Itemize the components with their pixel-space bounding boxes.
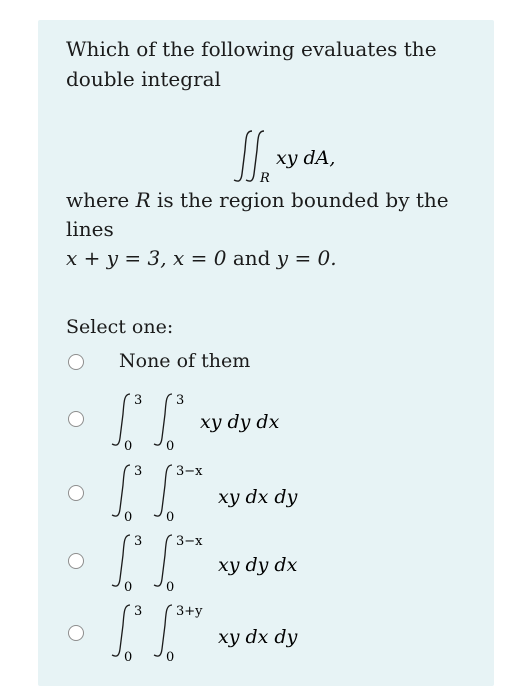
outer-upper-limit: 3 (134, 604, 143, 619)
outer-upper-limit: 3 (134, 534, 143, 549)
radio-button[interactable] (68, 485, 84, 501)
option-label: None of them (119, 350, 251, 372)
double-integral-display (226, 128, 366, 188)
option-integral-3[interactable] (68, 529, 478, 593)
where-prefix: where (66, 188, 130, 212)
and-word: and (232, 246, 271, 270)
iterated-integral-2 (108, 459, 448, 523)
outer-lower-limit: 0 (124, 510, 133, 523)
integrand-text: xy dx dy (218, 626, 298, 648)
inner-upper-limit: 3−x (176, 464, 203, 479)
where-region: R (135, 188, 151, 212)
radio-button[interactable] (68, 553, 84, 569)
line-equations: x + y = 3, x = 0 (66, 246, 227, 270)
iterated-integral-3 (108, 529, 448, 593)
select-one-label: Select one: (66, 316, 174, 338)
outer-lower-limit: 0 (124, 580, 133, 593)
inner-upper-limit: 3+y (176, 604, 203, 619)
integral-sign-1 (234, 131, 252, 181)
integrand-text: xy dA, (276, 147, 336, 169)
option-integral-4[interactable] (68, 599, 478, 663)
region-subscript: R (260, 171, 270, 186)
integrand-text: xy dy dx (218, 554, 298, 576)
inner-lower-limit: 0 (166, 650, 175, 663)
inner-lower-limit: 0 (166, 510, 175, 523)
radio-button[interactable] (68, 354, 84, 370)
outer-upper-limit: 3 (134, 393, 143, 408)
outer-upper-limit: 3 (134, 464, 143, 479)
question-text: Which of the following evaluates the double integral (66, 37, 437, 91)
iterated-integral-4 (108, 599, 448, 663)
where-mid: is the region bounded by the lines (66, 188, 449, 241)
outer-lower-limit: 0 (124, 439, 133, 452)
region-description (66, 186, 486, 273)
outer-lower-limit: 0 (124, 650, 133, 663)
line-y-equation: y = 0. (276, 246, 337, 270)
option-integral-2[interactable] (68, 459, 478, 523)
inner-upper-limit: 3−x (176, 534, 203, 549)
integrand-text: xy dy dx (200, 411, 280, 433)
inner-upper-limit: 3 (176, 393, 185, 408)
iterated-integral-1 (108, 388, 448, 452)
option-integral-1[interactable] (68, 388, 478, 452)
inner-lower-limit: 0 (166, 580, 175, 593)
integrand-text: xy dx dy (218, 486, 298, 508)
inner-lower-limit: 0 (166, 439, 175, 452)
question-card (38, 20, 494, 686)
radio-button[interactable] (68, 625, 84, 641)
radio-button[interactable] (68, 411, 84, 427)
